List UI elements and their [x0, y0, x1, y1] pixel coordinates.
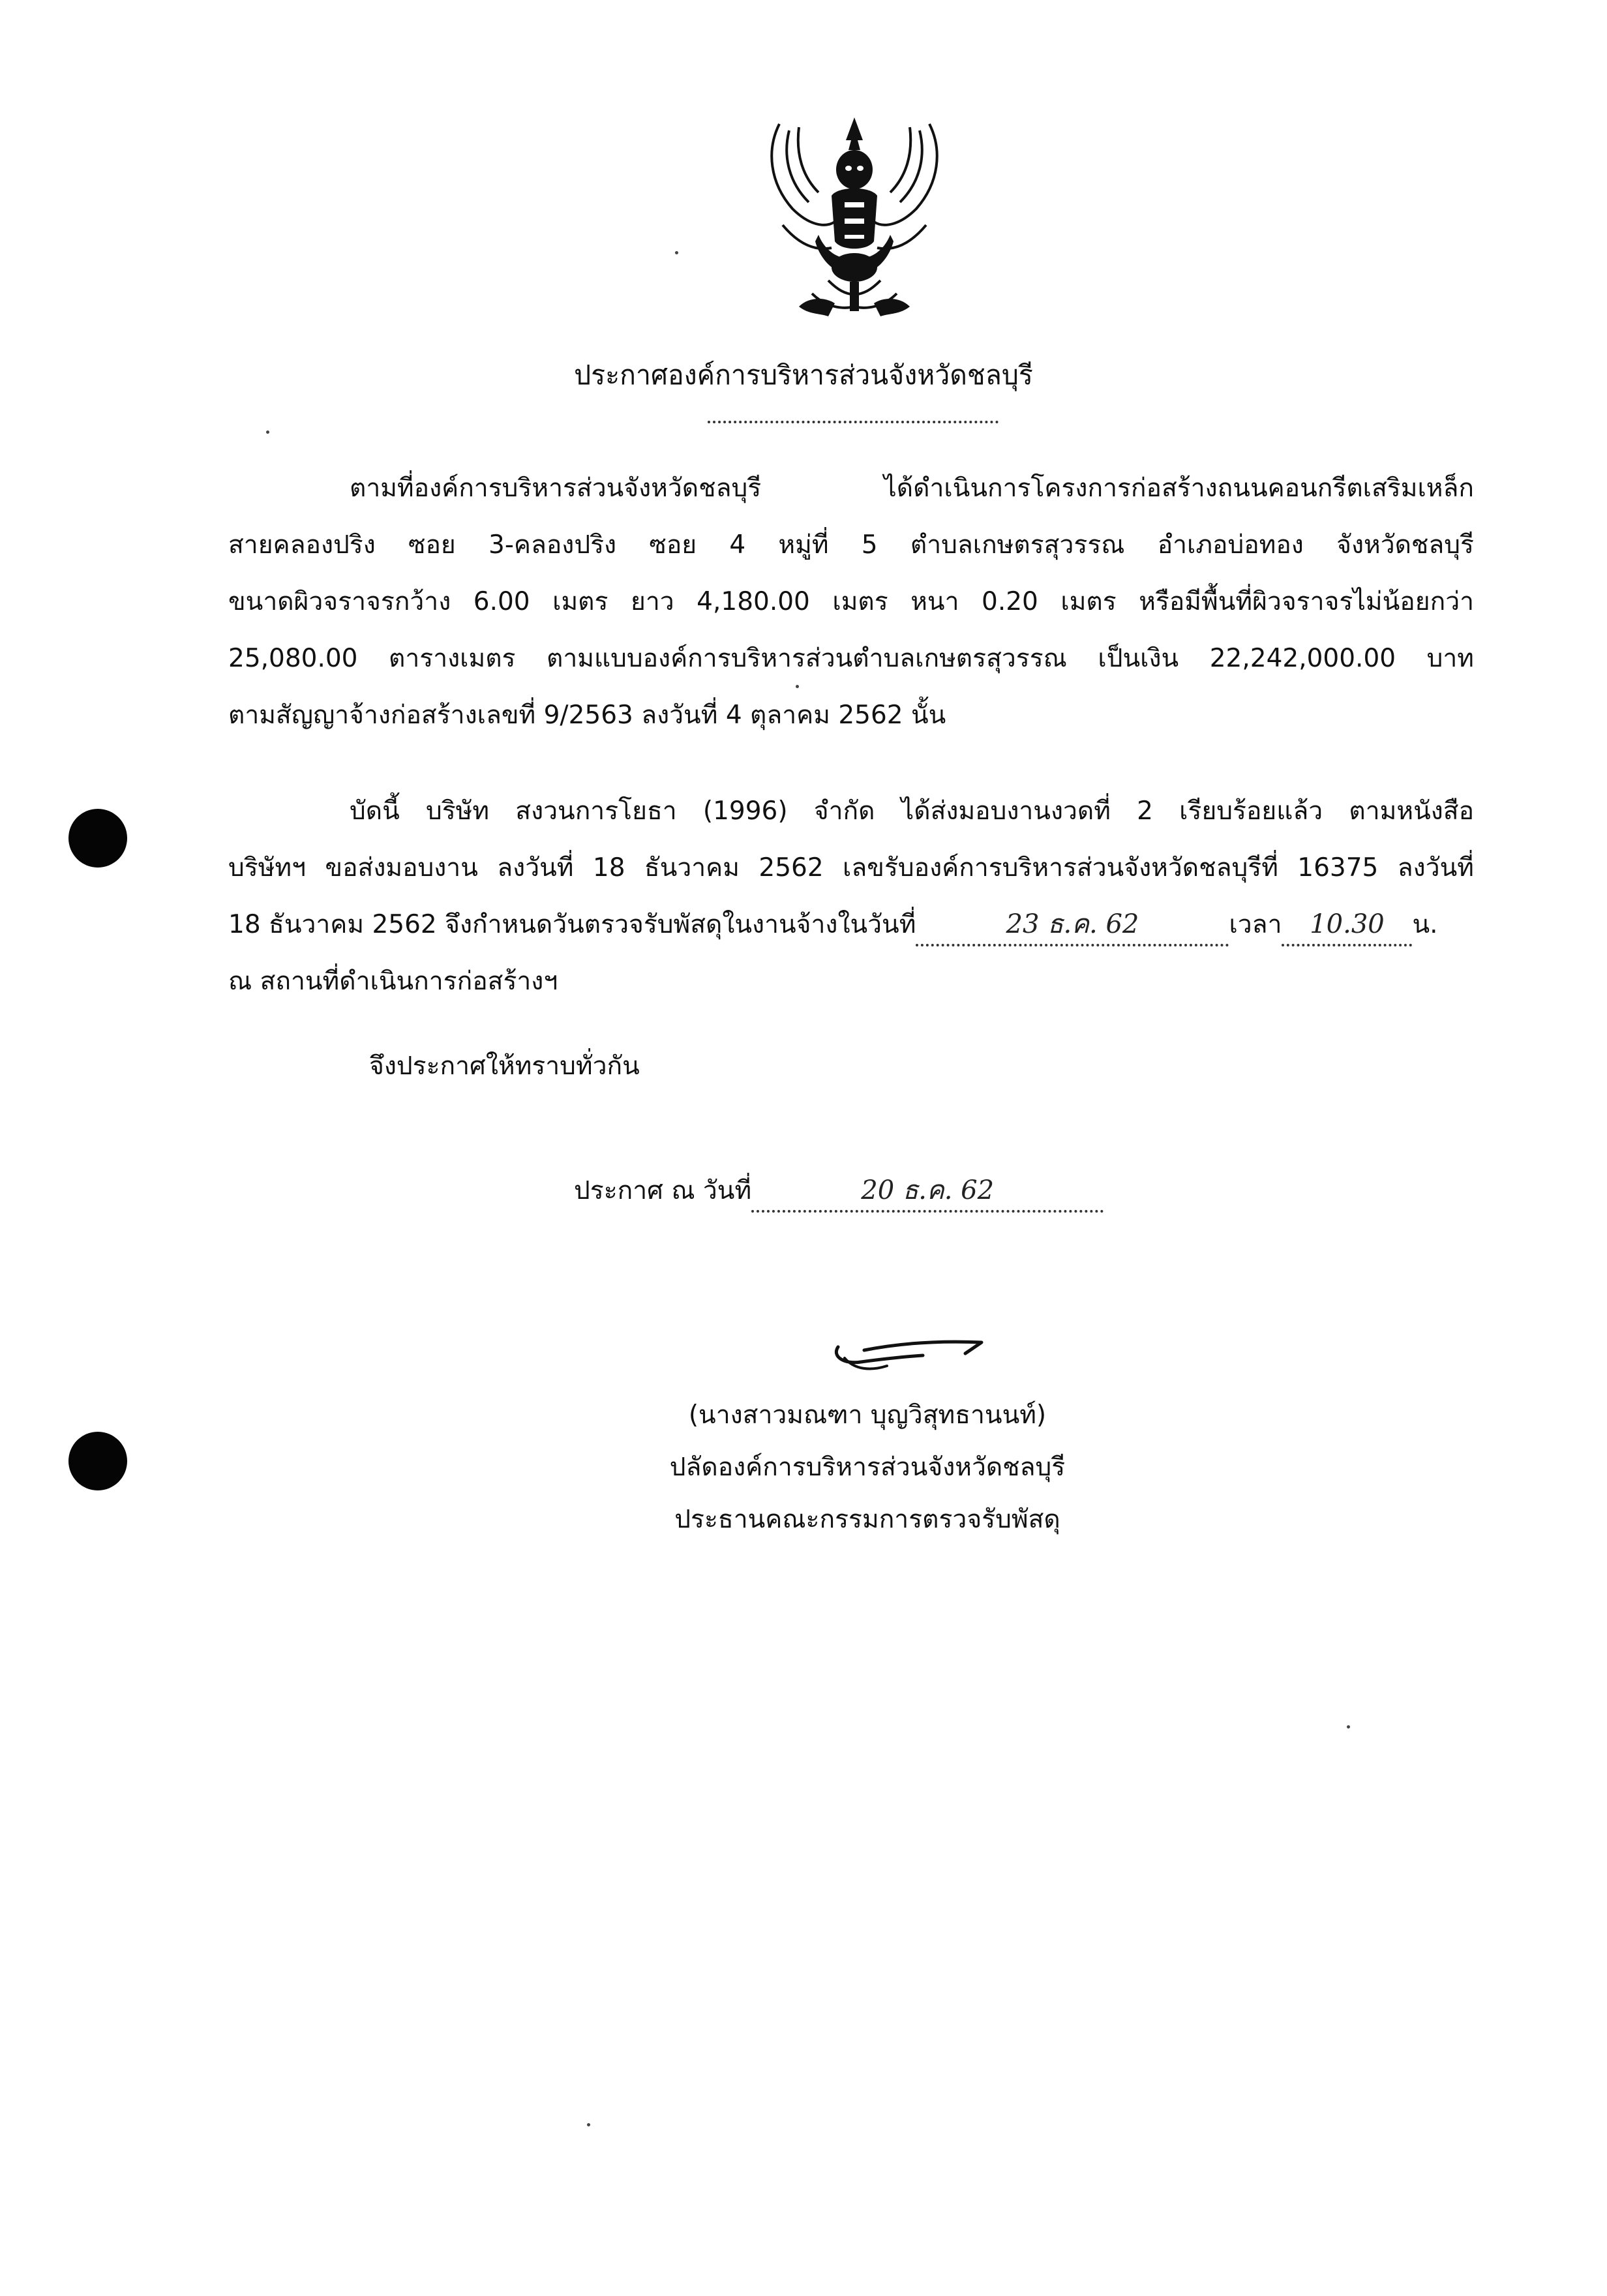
paragraph-line: ขนาดผิวจราจรกว้าง 6.00 เมตร ยาว 4,180.00 เมตร หนา 0.20 เมตร หรือมีพื้นที่ผิวจราจรไม่น้อยกว่า	[228, 587, 1474, 616]
document-title: ประกาศองค์การบริหารส่วนจังหวัดชลบุรี	[574, 359, 1033, 391]
paragraph-line-with-fields	[228, 896, 1474, 953]
announcement-date-label: ประกาศ ณ วันที่	[574, 1176, 752, 1205]
paragraph-line: ณ สถานที่ดำเนินการก่อสร้างฯ	[228, 967, 558, 996]
scan-speck	[587, 2123, 590, 2126]
inspection-date-label: 18 ธันวาคม 2562 จึงกำหนดวันตรวจรับพัสดุในงานจ้างในวันที่	[228, 910, 916, 939]
paragraph-line: ตามที่องค์การบริหารส่วนจังหวัดชลบุรี ได้ดำเนินการโครงการก่อสร้างถนนคอนกรีตเสริมเหล็ก	[350, 474, 1474, 503]
paragraph-line: บัดนี้ บริษัท สงวนการโยธา (1996) จำกัด ได้ส่งมอบงานงวดที่ 2 เรียบร้อยแล้ว ตามหนังสือ	[350, 796, 1474, 826]
inspection-time-label: เวลา	[1229, 910, 1282, 939]
paragraph-line: สายคลองปริง ซอย 3-คลองปริง ซอย 4 หมู่ที่ 5 ตำบลเกษตรสุวรรณ อำเภอบ่อทอง จังหวัดชลบุรี	[228, 530, 1474, 560]
title-divider	[708, 421, 999, 423]
announcement-date-line	[574, 1171, 1104, 1213]
handwritten-signature	[825, 1324, 995, 1383]
punch-hole	[68, 1432, 127, 1490]
closing-statement: จึงประกาศให้ทราบทั่วกัน	[369, 1051, 640, 1081]
paragraph-line: 25,080.00 ตารางเมตร ตามแบบองค์การบริหารส่วนตำบลเกษตรสุวรรณ เป็นเงิน 22,242,000.00 บาท	[228, 644, 1474, 673]
paragraph-2	[228, 783, 1474, 1010]
announcement-date-field: 20 ธ.ค. 62	[751, 1171, 1104, 1213]
scan-speck	[675, 251, 678, 254]
scan-speck	[266, 430, 269, 434]
garuda-emblem	[753, 111, 955, 326]
signer-name: (นางสาวมณฑา บุญวิสุทธานนท์)	[688, 1400, 1047, 1430]
paragraph-1	[228, 460, 1474, 744]
signer-role: ประธานคณะกรรมการตรวจรับพัสดุ	[674, 1505, 1060, 1534]
inspection-date-field: 23 ธ.ค. 62	[916, 905, 1229, 946]
punch-hole	[68, 809, 127, 868]
paragraph-line: ตามสัญญาจ้างก่อสร้างเลขที่ 9/2563 ลงวันที่ 4 ตุลาคม 2562 นั้น	[228, 701, 946, 730]
signer-position: ปลัดองค์การบริหารส่วนจังหวัดชลบุรี	[669, 1453, 1066, 1482]
paragraph-line: บริษัทฯ ขอส่งมอบงาน ลงวันที่ 18 ธันวาคม 2562 เลขรับองค์การบริหารส่วนจังหวัดชลบุรีที่ 16375 ลงวันที่	[228, 853, 1474, 883]
time-unit: น.	[1412, 910, 1438, 939]
scan-speck	[1347, 1725, 1350, 1729]
signature-block	[626, 1389, 1109, 1546]
inspection-time-field: 10.30	[1282, 905, 1412, 946]
scan-speck	[796, 685, 799, 688]
